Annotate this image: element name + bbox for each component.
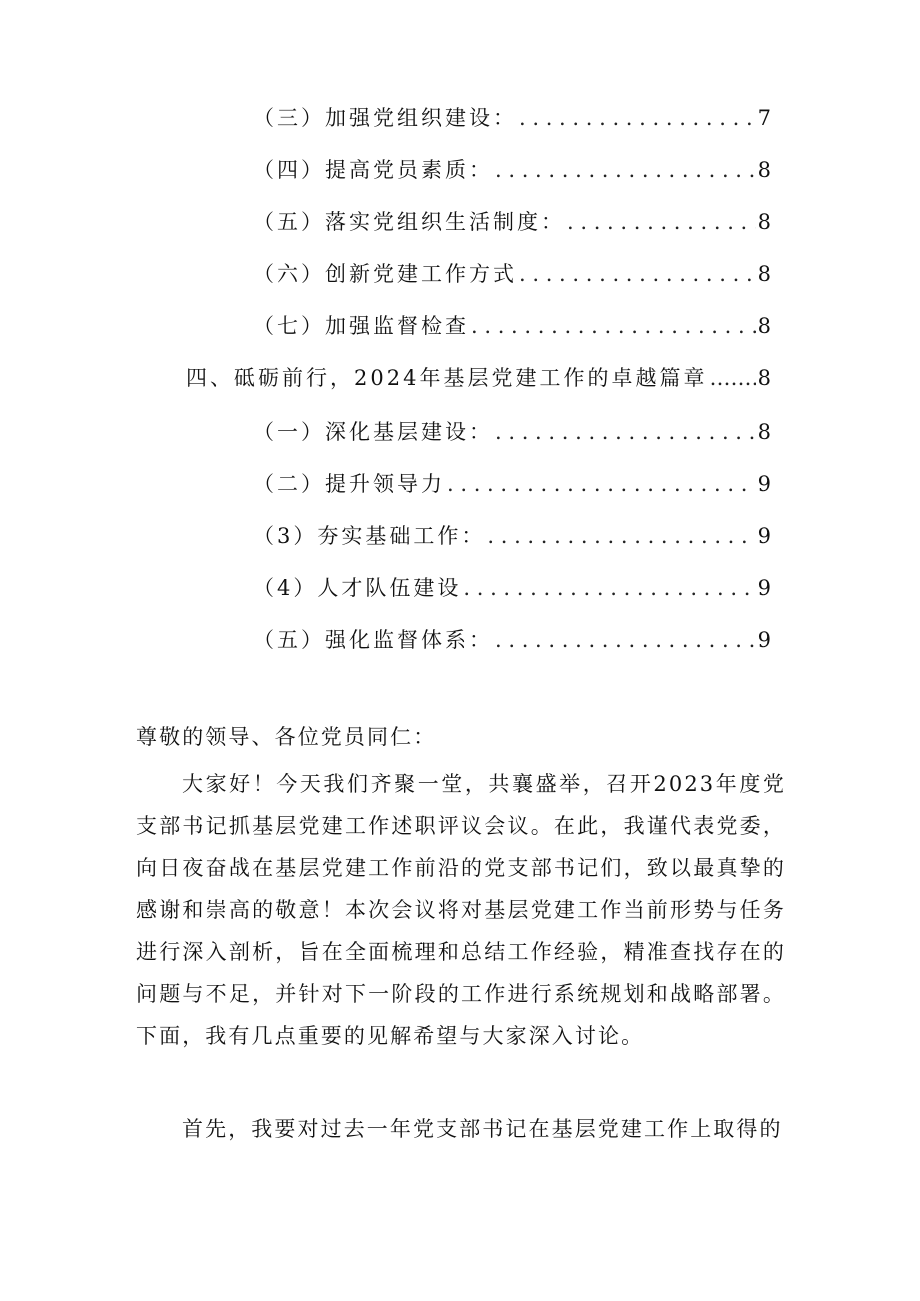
toc-page-number: 8 [757,314,771,338]
toc-entry[interactable] [253,416,771,450]
toc-leader-dots [567,210,756,234]
toc-leader-dots [447,472,756,496]
toc-leader-dots [463,576,755,600]
toc-entry-section[interactable] [186,362,771,396]
toc-entry[interactable] [253,154,771,188]
toc-entry-label: （五）强化监督体系： [253,628,493,652]
toc-entry-label: （五）落实党组织生活制度： [253,210,565,234]
toc-page-number: 8 [757,158,771,182]
toc-page-number: 8 [757,420,771,444]
toc-leader-dots [495,420,756,444]
toc-entry-label: （二）提升领导力 [253,472,445,496]
toc-entry-label: （四）提高党员素质： [253,158,493,182]
toc-entry[interactable] [253,624,771,658]
toc-page-number: 9 [757,576,771,600]
toc-entry-label: （三）加强党组织建设： [253,106,517,130]
toc-entry[interactable] [253,258,771,292]
toc-page-number: 9 [757,472,771,496]
toc-entry[interactable] [253,468,771,502]
toc-entry-label: （4）人才队伍建设 [253,576,462,600]
toc-entry-label: （一）深化基层建设： [253,420,493,444]
toc-page-number: 9 [757,524,771,548]
toc-page-number: 9 [757,628,771,652]
toc-leader-dots [495,158,756,182]
toc-entry[interactable] [253,102,771,136]
toc-leader-dots [495,628,756,652]
toc-leader-dots [519,106,756,130]
toc-page-number: 8 [757,366,771,390]
toc-leader-dots [487,524,755,548]
toc-leader-dots [709,366,755,390]
body-paragraph: 大家好！今天我们齐聚一堂，共襄盛举，召开2023年度党支部书记抓基层党建工作述职评议会议。在此，我谨代表党委，向日夜奋战在基层党建工作前沿的党支部书记们，致以最真挚的感谢和崇高的敬意！本次会议将对基层党建工作当前形势与任务进行深入剖析，旨在全面梳理和总结工作经验，精准查找存在的问题与不足，并针对下一阶段的工作进行系统规划和战略部署。下面，我有几点重要的见解希望与大家深入讨论。 [136,772,786,1048]
salutation: 尊敬的领导、各位党员同仁： [136,725,437,749]
toc-page-number: 7 [757,106,771,130]
body-paragraph: 首先，我要对过去一年党支部书记在基层党建工作上取得的 [182,1117,783,1141]
toc-entry-label: （七）加强监督检查 [253,314,469,338]
toc-leader-dots [519,262,756,286]
toc-entry-label: （六）创新党建工作方式 [253,262,517,286]
toc-entry-label: （3）夯实基础工作： [253,524,486,548]
toc-entry[interactable] [253,572,771,606]
toc-leader-dots [471,314,756,338]
toc-entry-label: 四、砥砺前行，2024年基层党建工作的卓越篇章 [186,366,708,390]
toc-entry[interactable] [253,520,771,554]
toc-entry[interactable] [253,206,771,240]
toc-page-number: 8 [757,262,771,286]
toc-entry[interactable] [253,310,771,344]
toc-page-number: 8 [757,210,771,234]
